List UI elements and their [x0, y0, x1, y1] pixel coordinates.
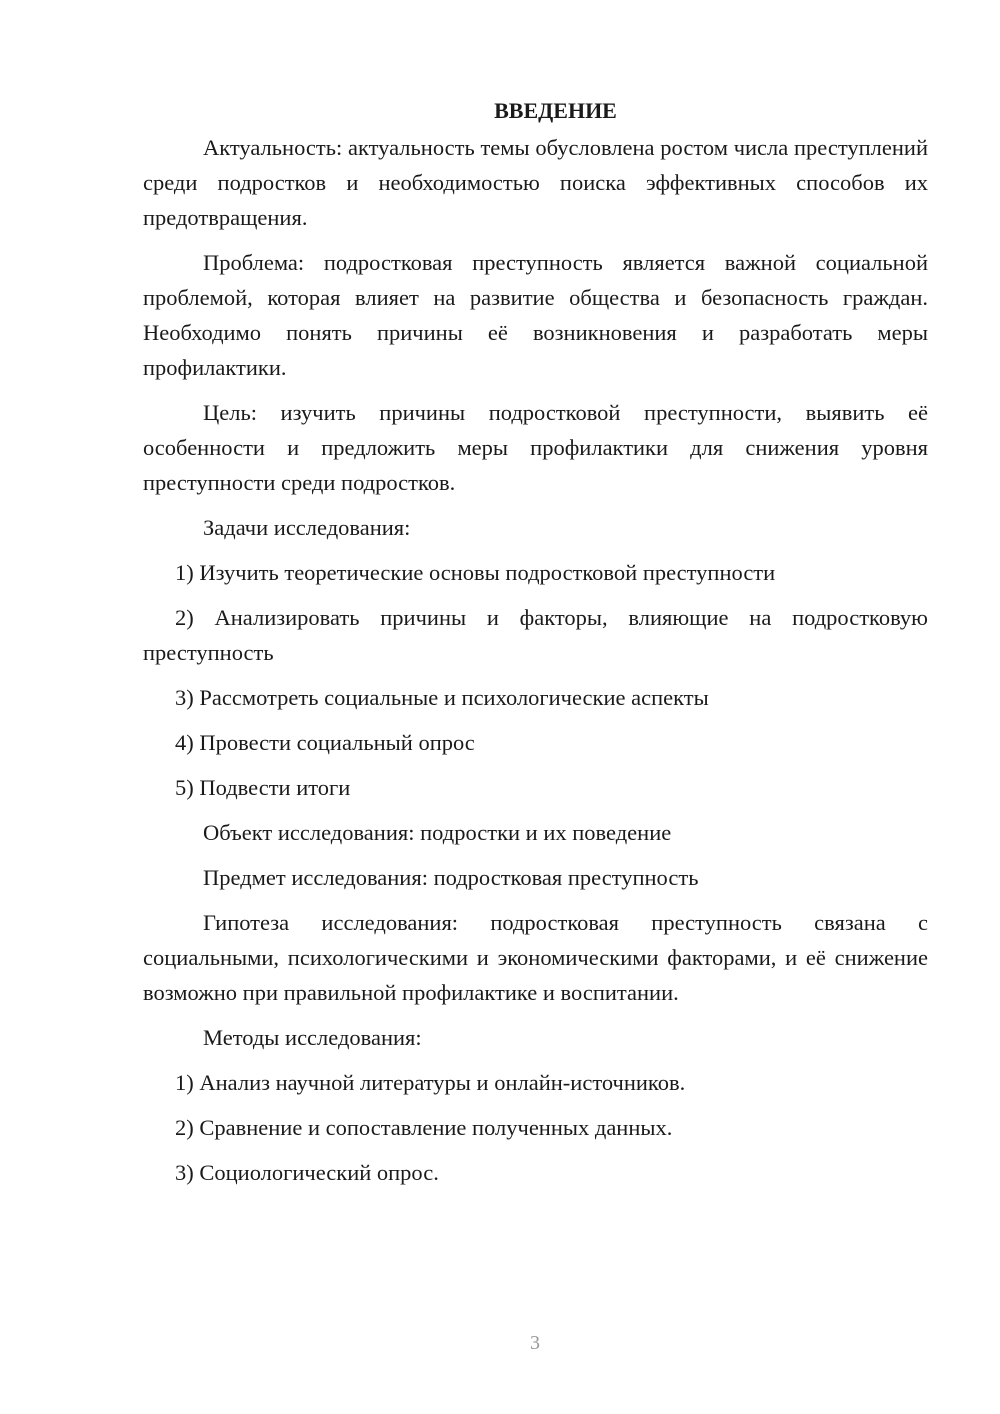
- relevance-paragraph: Актуальность: актуальность темы обусловлена ростом числа преступлений среди подростков и необходимостью поиска эффективных способов их предотвращения.: [143, 135, 928, 230]
- task-list-item: 4) Провести социальный опрос: [175, 730, 475, 755]
- method-list-item: 3) Социологический опрос.: [175, 1160, 439, 1185]
- method-list-item: 1) Анализ научной литературы и онлайн-источников.: [175, 1070, 686, 1095]
- problem-paragraph: Проблема: подростковая преступность является важной социальной проблемой, которая влияет на развитие общества и безопасность граждан. Необходимо понять причины её возникновения и разработать меры профилактики.: [143, 250, 928, 380]
- goal-paragraph: Цель: изучить причины подростковой преступности, выявить её особенности и предложить меры профилактики для снижения уровня преступности среди подростков.: [143, 400, 928, 495]
- document-body: [143, 93, 928, 1190]
- task-list-item: 3) Рассмотреть социальные и психологические аспекты: [175, 685, 709, 710]
- task-list-item: 2) Анализировать причины и факторы, влияющие на подростковую преступность: [143, 605, 928, 665]
- method-list-item: 2) Сравнение и сопоставление полученных данных.: [175, 1115, 673, 1140]
- methods-heading: Методы исследования:: [203, 1025, 422, 1050]
- subject-paragraph: Предмет исследования: подростковая преступность: [203, 865, 699, 890]
- section-title: ВВЕДЕНИЕ: [494, 98, 617, 123]
- task-list-item: 1) Изучить теоретические основы подростковой преступности: [175, 560, 776, 585]
- hypothesis-paragraph: Гипотеза исследования: подростковая преступность связана с социальными, психологическими и экономическими факторами, и её снижение возможно при правильной профилактике и воспитании.: [143, 910, 928, 1005]
- tasks-heading: Задачи исследования:: [203, 515, 411, 540]
- task-list-item: 5) Подвести итоги: [175, 775, 351, 800]
- object-paragraph: Объект исследования: подростки и их поведение: [203, 820, 672, 845]
- page-number: 3: [530, 1332, 540, 1354]
